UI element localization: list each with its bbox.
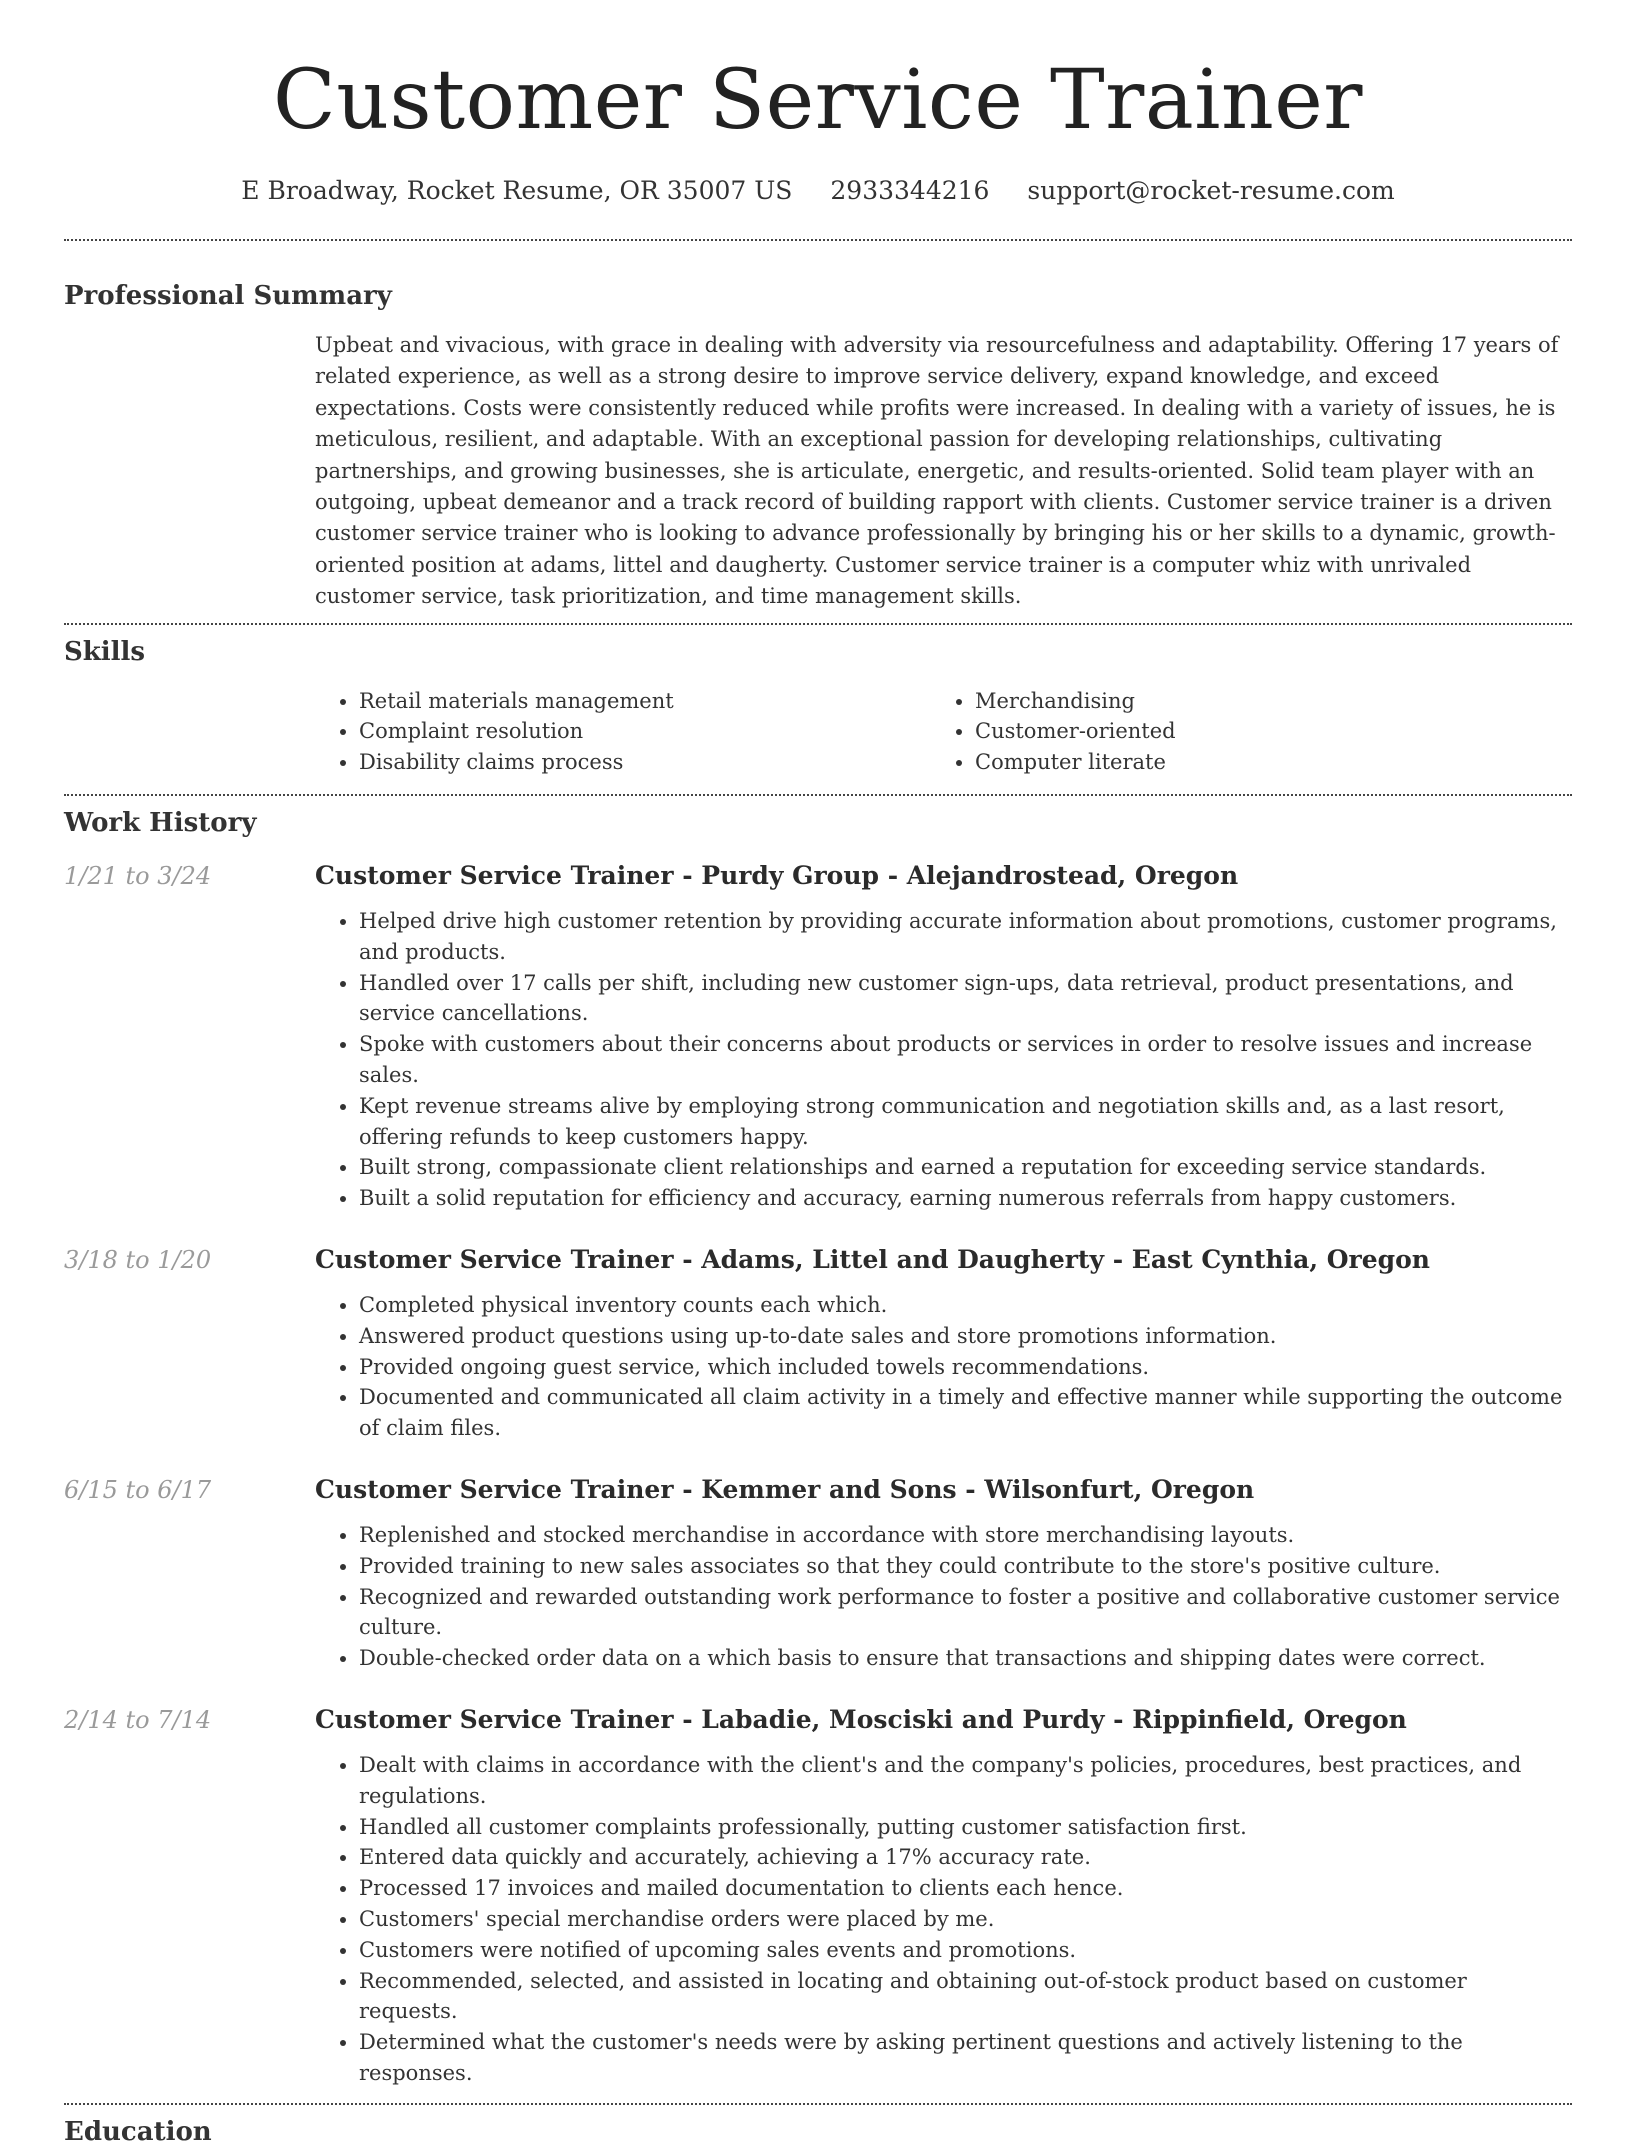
job-date: 2/14 to 7/14: [64, 1705, 212, 1734]
job-date: 6/15 to 6/17: [64, 1476, 212, 1504]
list-item: • Handled all customer complaints professionally, putting customer satisfaction first.: [359, 1812, 1572, 1843]
skill-item: • Complaint resolution: [359, 716, 931, 747]
list-item: • Provided training to new sales associates so that they could contribute to the store's positive culture.: [359, 1551, 1572, 1582]
job-title: Customer Service Trainer - Adams, Littel and Daugherty - East Cynthia, Oregon: [315, 1245, 1430, 1275]
job-bullets: [315, 1750, 1572, 2089]
job-entry: [64, 1704, 1572, 2089]
list-item: • Recommended, selected, and assisted in locating and obtaining out-of-stock product based on customer requests.: [359, 1966, 1572, 2028]
job-entry: [64, 1244, 1572, 1444]
list-item: • Replenished and stocked merchandise in accordance with store merchandising layouts.: [359, 1520, 1572, 1551]
section-title-summary: Professional Summary: [64, 281, 392, 311]
list-item: • Answered product questions using up-to-date sales and store promotions information.: [359, 1321, 1572, 1352]
list-item: • Helped drive high customer retention by providing accurate information about promotions, customer programs, and products.: [359, 906, 1572, 968]
list-item: • Determined what the customer's needs were by asking pertinent questions and actively listening to the responses.: [359, 2027, 1572, 2089]
list-item: • Customers were notified of upcoming sales events and promotions.: [359, 1935, 1572, 1966]
job-bullets: [315, 906, 1572, 1214]
list-item: • Handled over 17 calls per shift, including new customer sign-ups, data retrieval, product presentations, and service cancellations.: [359, 968, 1572, 1030]
list-item: • Spoke with customers about their concerns about products or services in order to resolve issues and increase sales.: [359, 1029, 1572, 1091]
section-title-work-history: Work History: [64, 808, 257, 839]
list-item: • Dealt with claims in accordance with the client's and the company's policies, procedures, best practices, and regulations.: [359, 1750, 1572, 1812]
skill-item: • Retail materials management: [359, 686, 931, 717]
job-title: Customer Service Trainer - Purdy Group - Alejandrostead, Oregon: [315, 861, 1239, 891]
list-item: • Built a solid reputation for efficiency and accuracy, earning numerous referrals from happy customers.: [359, 1183, 1572, 1214]
job-date: 1/21 to 3/24: [64, 862, 212, 891]
list-item: • Completed physical inventory counts each which.: [359, 1290, 1572, 1321]
divider: [64, 239, 1572, 241]
contact-address: E Broadway, Rocket Resume, OR 35007 US: [241, 176, 793, 205]
job-title: Customer Service Trainer - Kemmer and Sons - Wilsonfurt, Oregon: [315, 1475, 1255, 1504]
skill-item: • Disability claims process: [359, 747, 931, 778]
resume-page: [64, 0, 1572, 2147]
section-title-education: Education: [64, 2116, 212, 2147]
job-date: 3/18 to 1/20: [64, 1246, 212, 1275]
contact-line: [64, 176, 1572, 205]
skill-item: • Computer literate: [975, 747, 1547, 778]
candidate-name: Customer Service Trainer: [272, 53, 1363, 148]
job-bullets: [315, 1290, 1572, 1444]
contact-email: support@rocket-resume.com: [1027, 176, 1395, 205]
skills-column-right: [931, 686, 1547, 778]
contact-phone: 2933344216: [830, 176, 990, 205]
list-item: • Processed 17 invoices and mailed documentation to clients each hence.: [359, 1873, 1572, 1904]
job-entry: [64, 860, 1572, 1214]
divider: [64, 2103, 1572, 2105]
list-item: • Recognized and rewarded outstanding work performance to foster a positive and collaborative customer service culture.: [359, 1582, 1572, 1644]
skill-item: • Customer-oriented: [975, 716, 1547, 747]
job-entry: [64, 1474, 1572, 1674]
list-item: • Double-checked order data on a which basis to ensure that transactions and shipping dates were correct.: [359, 1643, 1572, 1674]
job-title: Customer Service Trainer - Labadie, Mosciski and Purdy - Rippinfield, Oregon: [315, 1704, 1407, 1734]
list-item: • Documented and communicated all claim activity in a timely and effective manner while supporting the outcome of claim files.: [359, 1382, 1572, 1444]
list-item: • Provided ongoing guest service, which included towels recommendations.: [359, 1352, 1572, 1383]
skills-list: [315, 686, 1572, 778]
skills-column-left: [315, 686, 931, 778]
section-title-skills: Skills: [64, 636, 146, 667]
divider: [64, 623, 1572, 625]
summary-text: Upbeat and vivacious, with grace in dealing with adversity via resourcefulness and adaptability. Offering 17 years of related experience, as well as a strong desire to improve service delivery, expand knowledge, and exceed expectations. Costs were consistently reduced while profits were increased. In dealing with a variety of issues, he is meticulous, resilient, and adaptable. With an exceptional passion for developing relationships, cultivating partnerships, and growing businesses, she is articulate, energetic, and results-oriented. Solid team player with an outgoing, upbeat demeanor and a track record of building rapport with clients. Customer service trainer is a driven customer service trainer who is looking to advance professionally by bringing his or her skills to a dynamic, growth-oriented position at adams, littel and daugherty. Customer service trainer is a computer whiz with unrivaled customer service, task prioritization, and time management skills.: [315, 333, 1559, 609]
list-item: • Built strong, compassionate client relationships and earned a reputation for exceeding service standards.: [359, 1152, 1572, 1183]
list-item: • Customers' special merchandise orders were placed by me.: [359, 1904, 1572, 1935]
skill-item: • Merchandising: [975, 686, 1547, 717]
list-item: • Kept revenue streams alive by employing strong communication and negotiation skills and, as a last resort, offering refunds to keep customers happy.: [359, 1091, 1572, 1153]
divider: [64, 794, 1572, 796]
list-item: • Entered data quickly and accurately, achieving a 17% accuracy rate.: [359, 1842, 1572, 1873]
job-bullets: [315, 1520, 1572, 1674]
